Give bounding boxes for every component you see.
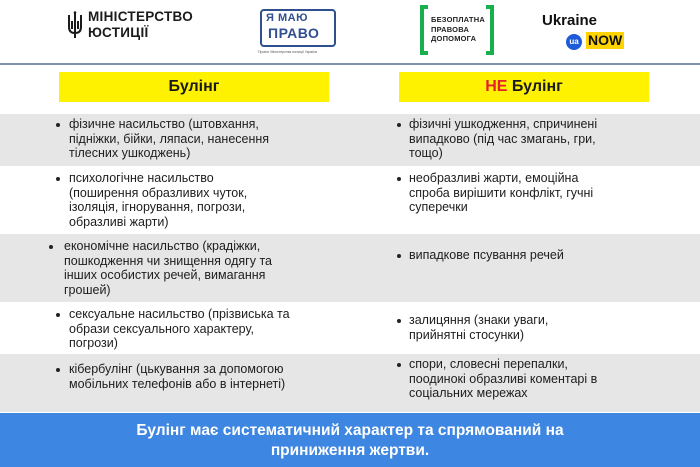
bullet-icon	[397, 123, 401, 127]
ukraine-now-line1: Ukraine	[542, 12, 598, 29]
bullet-icon	[397, 254, 401, 258]
text-line: психологічне насильство	[69, 171, 214, 185]
not-label: НЕ	[485, 78, 508, 95]
summary-line1: Булінг має систематичний характер та спрямований на	[136, 422, 564, 439]
text-line: погрози)	[69, 336, 118, 350]
maiu-pravo-line1: Я МАЮ	[266, 12, 308, 24]
legal-aid-line2: ПРАВОВА	[431, 24, 470, 34]
bullying-item-sexual	[69, 307, 290, 351]
text-line: спроба вирішити конфлікт, гучні	[409, 185, 594, 200]
maiu-pravo-line2: ПРАВО	[268, 25, 320, 41]
text-line: економічне насильство (крадіжки,	[64, 239, 261, 253]
bullet-icon	[56, 123, 60, 127]
comparison-row-1	[0, 114, 700, 166]
text-line: підніжки, бійки, ляпаси, нанесення	[69, 131, 270, 146]
header-divider	[0, 63, 700, 65]
text-line: інших особистих речей, вимагання	[64, 268, 266, 282]
text-line: сексуальне насильство (прізвиська та	[69, 307, 290, 321]
bullet-icon	[397, 363, 401, 367]
summary-line2: приниження жертви.	[270, 442, 430, 459]
legal-aid-line1: БЕЗОПЛАТНА	[431, 15, 485, 24]
text-line: спори, словесні перепалки,	[409, 357, 568, 371]
not-bullying-item-accidental-injury	[409, 117, 597, 161]
text-line: залицяння (знаки уваги,	[409, 313, 549, 327]
ukraine-now-logo	[542, 12, 642, 52]
trident-icon	[66, 11, 84, 39]
maiu-pravo-logo	[258, 9, 338, 57]
right-bracket-icon	[486, 5, 494, 55]
bullet-icon	[397, 319, 401, 323]
text-line: суперечки	[409, 200, 468, 214]
text-line: випадкове псування речей	[409, 248, 564, 262]
not-bullying-item-harmless-jokes	[409, 171, 593, 215]
not-bullying-item-arguments	[409, 357, 597, 401]
text-line: соціальних мережах	[409, 386, 528, 400]
text-line: фізичне насильство (штовхання,	[69, 117, 259, 131]
ministry-of-justice-logo	[66, 9, 196, 47]
text-line: необразливі жарти, емоційна	[409, 171, 579, 185]
ministry-logo-line1: МІНІСТЕРСТВО	[88, 9, 194, 24]
text-line: тощо)	[409, 146, 443, 160]
text-line: мобільних телефонів або в інтернеті)	[69, 376, 286, 391]
legal-aid-line3: ДОПОМОГА	[431, 34, 477, 43]
text-line: прийнятні стосунки)	[409, 327, 525, 342]
text-line: образи сексуального характеру,	[69, 321, 254, 336]
text-line: грошей)	[64, 282, 111, 297]
logo-bar	[0, 0, 700, 63]
bullying-header: Булінг	[59, 72, 329, 102]
ministry-logo-line2: ЮСТИЦІЇ	[88, 25, 149, 40]
bullet-icon	[397, 177, 401, 181]
text-line: ізоляція, ігнорування, погрози,	[69, 200, 246, 214]
bullet-icon	[49, 245, 53, 249]
text-line: випадково (під час змагань, гри,	[409, 131, 596, 146]
text-line: кібербулінг (цькування за допомогою	[69, 362, 284, 376]
text-line: тілесних ушкоджень)	[69, 146, 191, 160]
text-line: образливі жарти)	[69, 214, 169, 229]
bullying-item-psychological	[69, 171, 247, 229]
comparison-row-4	[0, 302, 700, 354]
ukraine-now-line2: NOW	[588, 32, 623, 48]
text-line: поодинокі образливі коментарі в	[409, 371, 598, 386]
bullying-item-economic	[64, 239, 272, 297]
legal-aid-logo	[420, 5, 494, 57]
bullying-item-physical	[69, 117, 269, 161]
bullet-icon	[56, 313, 60, 317]
left-bracket-icon	[420, 5, 428, 55]
text-line: фізичні ушкодження, спричинені	[409, 117, 598, 131]
text-line: пошкодження чи знищення одягу та	[64, 253, 272, 268]
bullet-icon	[56, 368, 60, 372]
bullying-label: Булінг	[507, 78, 563, 95]
not-bullying-header	[399, 72, 649, 102]
summary-banner	[0, 413, 700, 467]
maiu-pravo-subtitle: Проект Міністерства юстиції України	[258, 50, 318, 54]
comparison-row-2	[0, 166, 700, 234]
bullet-icon	[56, 177, 60, 181]
comparison-row-5	[0, 354, 700, 412]
bullying-item-cyber	[69, 362, 285, 391]
comparison-row-3	[0, 234, 700, 302]
not-bullying-item-accidental-damage	[409, 248, 564, 263]
not-bullying-item-courtship	[409, 313, 548, 342]
ua-badge: ua	[566, 34, 582, 50]
text-line: (поширення образливих чуток,	[69, 185, 248, 200]
